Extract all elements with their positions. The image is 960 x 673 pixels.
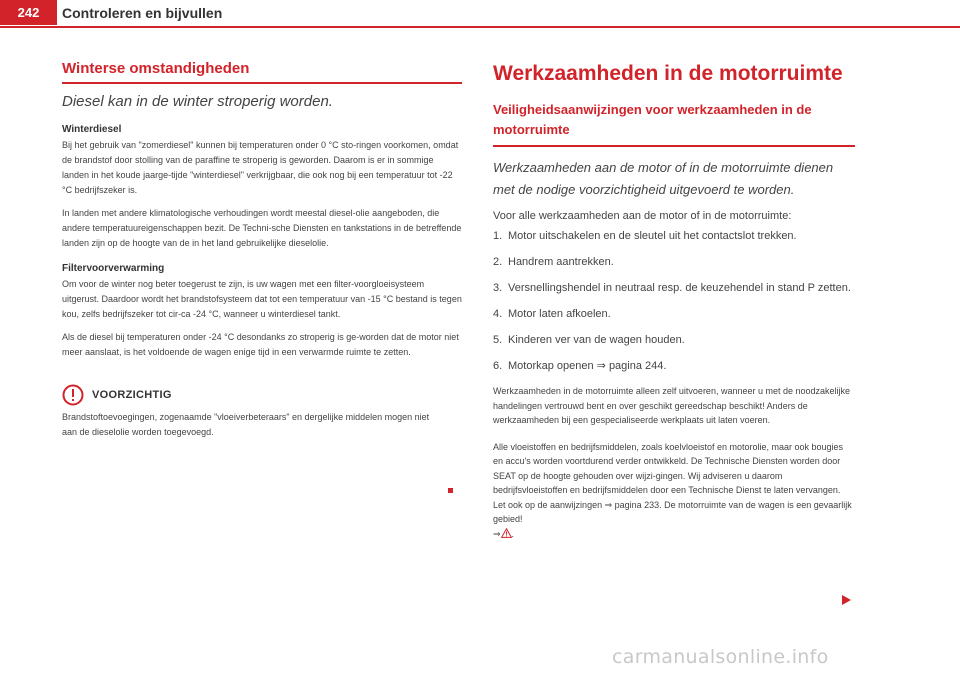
note-paragraph: Werkzaamheden in de motorruimte alleen zelf uitvoeren, wanneer u met de noodzakelijke handelingen vertrouwd bent en over geschikt gereedschap beschikt! Anders de werkzaamheden bij een gespecialiseerde werkplaats uit laten voeren. xyxy=(493,386,851,425)
section-end-marker xyxy=(448,488,453,493)
paragraph: In landen met andere klimatologische verhoudingen wordt meestal diesel-olie aangeboden, die andere temperatuureigenschappen bezit. De Techni-sche Diensten en tankstations in de betreffende landen zijn op de hoogte van de in het land gebruikelijke dieselolie. xyxy=(62,208,462,248)
subhead-filtervoorverwarming: Filtervoorverwarming xyxy=(62,263,165,274)
list-item xyxy=(493,358,855,375)
warning-ref-arrow: ⇒ xyxy=(493,528,501,539)
caution-icon xyxy=(62,384,84,406)
continue-arrow-icon xyxy=(840,594,852,606)
page-number: 242 xyxy=(0,0,57,25)
step-text: Kinderen ver van de wagen houden. xyxy=(508,334,685,346)
note-paragraph: Alle vloeistoffen en bedrijfsmiddelen, zoals koelvloeistof en motorolie, maar ook bougies en accu's worden voortdurend verder ontwikkeld. De Technische Diensten worden door SEAT op de hoogte gehouden over wijzi-gingen. Wij adviseren u daarom bedrijfsvloeistoffen en bedrijfsmiddelen door een Technische Dienst te laten vervangen. Let ook op de aanwijzingen ⇒ pagina 233. De motorruimte van de wagen is een gevaarlijk gebied! ⇒ . xyxy=(493,441,852,539)
chapter-title: Werkzaamheden in de motorruimte xyxy=(493,62,843,85)
caution-text: Brandstoftoevoegingen, zogenaamde "vloeiverbeteraars" en dergelijke middelen mogen niet aan de dieselolie worden toegevoegd. xyxy=(62,412,430,437)
step-text: Motorkap openen ⇒ pagina 244. xyxy=(508,360,667,372)
step-number: 1. xyxy=(493,230,503,242)
warning-triangle-icon xyxy=(501,528,512,538)
step-text: Motor laten afkoelen. xyxy=(508,308,611,320)
lead-text: Werkzaamheden aan de motor of in de motorruimte dienen met de nodige voorzichtigheid uitgevoerd te worden. xyxy=(493,160,834,197)
subhead-winterdiesel: Winterdiesel xyxy=(62,124,122,135)
left-column xyxy=(62,60,462,440)
list-item xyxy=(493,254,855,271)
step-text: Versnellingshendel in neutraal resp. de keuzehendel in stand P zetten. xyxy=(508,282,851,294)
lead-text: Diesel kan in de winter stroperig worden. xyxy=(62,93,333,110)
step-text: Motor uitschakelen en de sleutel uit het contactslot trekken. xyxy=(508,230,797,242)
step-number: 2. xyxy=(493,256,503,268)
page-header xyxy=(0,0,960,30)
section-title-winter: Winterse omstandigheden xyxy=(62,60,250,77)
watermark: carmanualsonline.info xyxy=(612,646,829,668)
list-item xyxy=(493,228,855,245)
step-number: 6. xyxy=(493,360,503,372)
paragraph: Bij het gebruik van "zomerdiesel" kunnen bij temperaturen onder 0 °C sto-ringen voorkomen, omdat de brandstof door stolling van de paraffine te stroperig is geworden. Daarom is er in sommige landen in het koude jaarge-tijde "winterdiesel" verkrijgbaar, die ook nog bij een temperatuur tot -22 °C bedrijfszeker is. xyxy=(62,140,459,195)
list-item xyxy=(493,280,855,297)
section-rule xyxy=(62,82,462,84)
list-item xyxy=(493,306,855,323)
list-item xyxy=(493,332,855,349)
step-number: 5. xyxy=(493,334,503,346)
intro-text: Voor alle werkzaamheden aan de motor of in de motorruimte: xyxy=(493,210,792,222)
step-number: 4. xyxy=(493,308,503,320)
right-column xyxy=(493,60,855,549)
step-number: 3. xyxy=(493,282,503,294)
running-title: Controleren en bijvullen xyxy=(62,5,223,21)
caution-title: VOORZICHTIG xyxy=(92,389,172,401)
steps-list xyxy=(493,228,855,375)
paragraph: Om voor de winter nog beter toegerust te zijn, is uw wagen met een filter-voorgloeisysteem uitgerust. Daardoor wordt het brandstofsysteem dat tot een temperatuur van -15 °C bestand is tegen kou, zelfs bedrijfszeker tot cir-ca -24 °C, wanneer u winterdiesel tankt. xyxy=(62,279,462,319)
note-text: Alle vloeistoffen en bedrijfsmiddelen, zoals koelvloeistof en motorolie, maar ook bougies en accu's worden voortdurend verder ontwikkeld. De Technische Diensten worden door SEAT op de hoogte gehouden over wijzi-gingen. Wij adviseren u daarom bedrijfsvloeistoffen en bedrijfsmiddelen door een Technische Dienst te laten vervangen. Let ook op de aanwijzingen ⇒ pagina 233. De motorruimte van de wagen is een gevaarlijk gebied! xyxy=(493,441,852,524)
paragraph: Als de diesel bij temperaturen onder -24 °C desondanks zo stroperig is ge-worden dat de motor niet meer aanslaat, is het voldoende de wagen enige tijd in een verwarmde ruimte te zetten. xyxy=(62,332,459,357)
section-title-safety: Veiligheidsaanwijzingen voor werkzaamheden in de motorruimte xyxy=(493,102,812,137)
caution-header xyxy=(62,384,462,406)
section-rule xyxy=(493,145,855,147)
step-text: Handrem aantrekken. xyxy=(508,256,614,268)
header-rule xyxy=(0,26,960,28)
